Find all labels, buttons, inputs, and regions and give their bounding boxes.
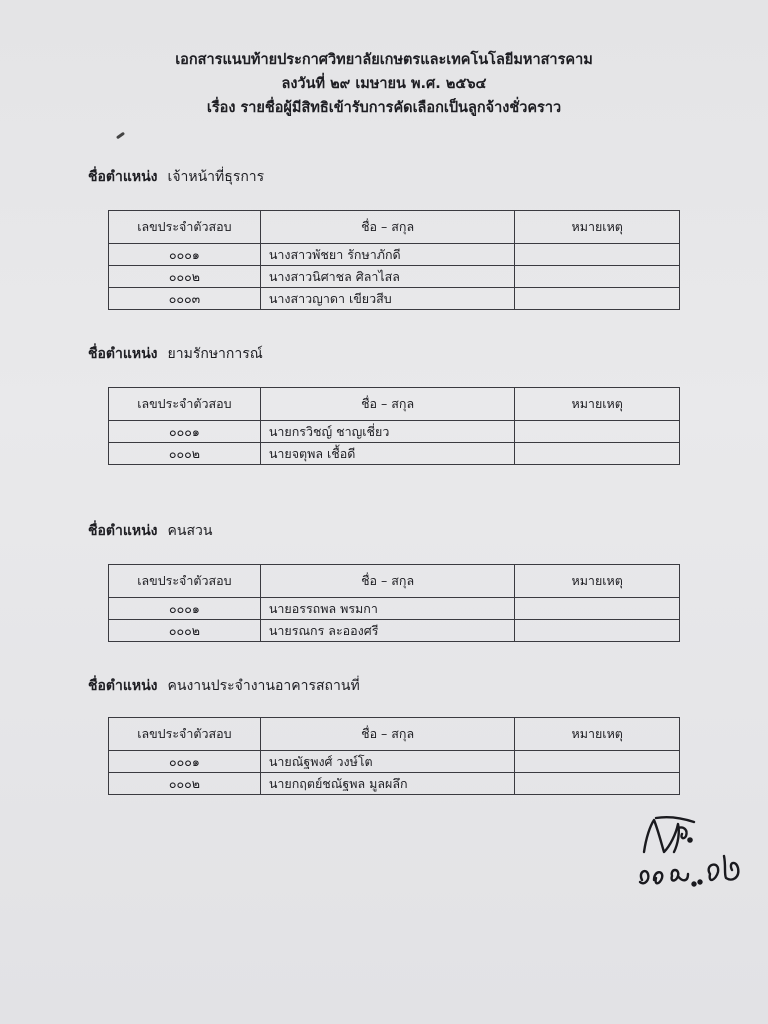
cell-note [515, 620, 680, 642]
col-header-name: ชื่อ – สกุล [260, 211, 515, 244]
table-row [109, 421, 680, 443]
table-header-row [109, 211, 680, 244]
section-label: ชื่อตำแหน่ง [88, 346, 158, 362]
cell-note [515, 443, 680, 465]
col-header-name: ชื่อ – สกุล [260, 388, 515, 421]
section-title-4 [88, 675, 360, 697]
handwritten-signature [628, 808, 758, 900]
table-header-row [109, 718, 680, 751]
table-row [109, 598, 680, 620]
table-row [109, 288, 680, 310]
cell-id: ๐๐๐๒ [109, 620, 261, 642]
header-line-3: เรื่อง รายชื่อผู้มีสิทธิเข้ารับการคัดเลือกเป็นลูกจ้างชั่วคราว [206, 100, 562, 116]
cell-name: นางสาวนิศาชล ศิลาไสล [260, 266, 515, 288]
cell-id: ๐๐๐๒ [109, 443, 261, 465]
table-row [109, 773, 680, 795]
roster-table-1 [108, 210, 680, 310]
cell-id: ๐๐๐๑ [109, 598, 261, 620]
cell-note [515, 751, 680, 773]
cell-id: ๐๐๐๑ [109, 751, 261, 773]
col-header-id: เลขประจำตัวสอบ [109, 718, 261, 751]
section-position: คนงานประจำงานอาคารสถานที่ [167, 678, 360, 694]
table-row [109, 244, 680, 266]
col-header-id: เลขประจำตัวสอบ [109, 211, 261, 244]
table-row [109, 751, 680, 773]
col-header-note: หมายเหตุ [515, 718, 680, 751]
col-header-note: หมายเหตุ [515, 211, 680, 244]
cell-note [515, 598, 680, 620]
table-header-row [109, 388, 680, 421]
cell-name: นายกรวิชญ์ ชาญเชี่ยว [260, 421, 515, 443]
col-header-name: ชื่อ – สกุล [260, 565, 515, 598]
col-header-note: หมายเหตุ [515, 565, 680, 598]
cell-note [515, 773, 680, 795]
roster-table-2 [108, 387, 680, 465]
cell-name: นายอรรถพล พรมกา [260, 598, 515, 620]
cell-note [515, 244, 680, 266]
cell-id: ๐๐๐๑ [109, 244, 261, 266]
table-header-row [109, 565, 680, 598]
section-position: คนสวน [167, 523, 213, 539]
section-label: ชื่อตำแหน่ง [88, 169, 158, 185]
cell-name: นายจตุพล เชื้อดี [260, 443, 515, 465]
cell-name: นายรณกร ละอองศรี [260, 620, 515, 642]
roster-table-3 [108, 564, 680, 642]
document-header [0, 48, 768, 120]
col-header-name: ชื่อ – สกุล [260, 718, 515, 751]
paper-mark [116, 132, 125, 140]
cell-id: ๐๐๐๒ [109, 773, 261, 795]
cell-name: นางสาวญาดา เขียวสีบ [260, 288, 515, 310]
section-title-3 [88, 520, 212, 542]
cell-note [515, 266, 680, 288]
section-position: เจ้าหน้าที่ธุรการ [167, 169, 265, 185]
cell-note [515, 288, 680, 310]
cell-id: ๐๐๐๓ [109, 288, 261, 310]
cell-id: ๐๐๐๒ [109, 266, 261, 288]
header-line-2: ลงวันที่ ๒๙ เมษายน พ.ศ. ๒๕๖๔ [281, 76, 487, 92]
cell-name: นายกฤตย์ชณัฐพล มูลผลึก [260, 773, 515, 795]
cell-name: นางสาวพัชยา รักษาภักดี [260, 244, 515, 266]
roster-table-4 [108, 717, 680, 795]
col-header-id: เลขประจำตัวสอบ [109, 565, 261, 598]
section-label: ชื่อตำแหน่ง [88, 678, 158, 694]
cell-name: นายณัฐพงศ์ วงษ์โต [260, 751, 515, 773]
table-row [109, 443, 680, 465]
cell-note [515, 421, 680, 443]
section-title-2 [88, 343, 263, 365]
col-header-id: เลขประจำตัวสอบ [109, 388, 261, 421]
table-row [109, 620, 680, 642]
col-header-note: หมายเหตุ [515, 388, 680, 421]
section-label: ชื่อตำแหน่ง [88, 523, 158, 539]
cell-id: ๐๐๐๑ [109, 421, 261, 443]
section-position: ยามรักษาการณ์ [167, 346, 263, 362]
section-title-1 [88, 166, 264, 188]
header-line-1: เอกสารแนบท้ายประกาศวิทยาลัยเกษตรและเทคโนโลยีมหาสารคาม [175, 52, 593, 68]
table-row [109, 266, 680, 288]
